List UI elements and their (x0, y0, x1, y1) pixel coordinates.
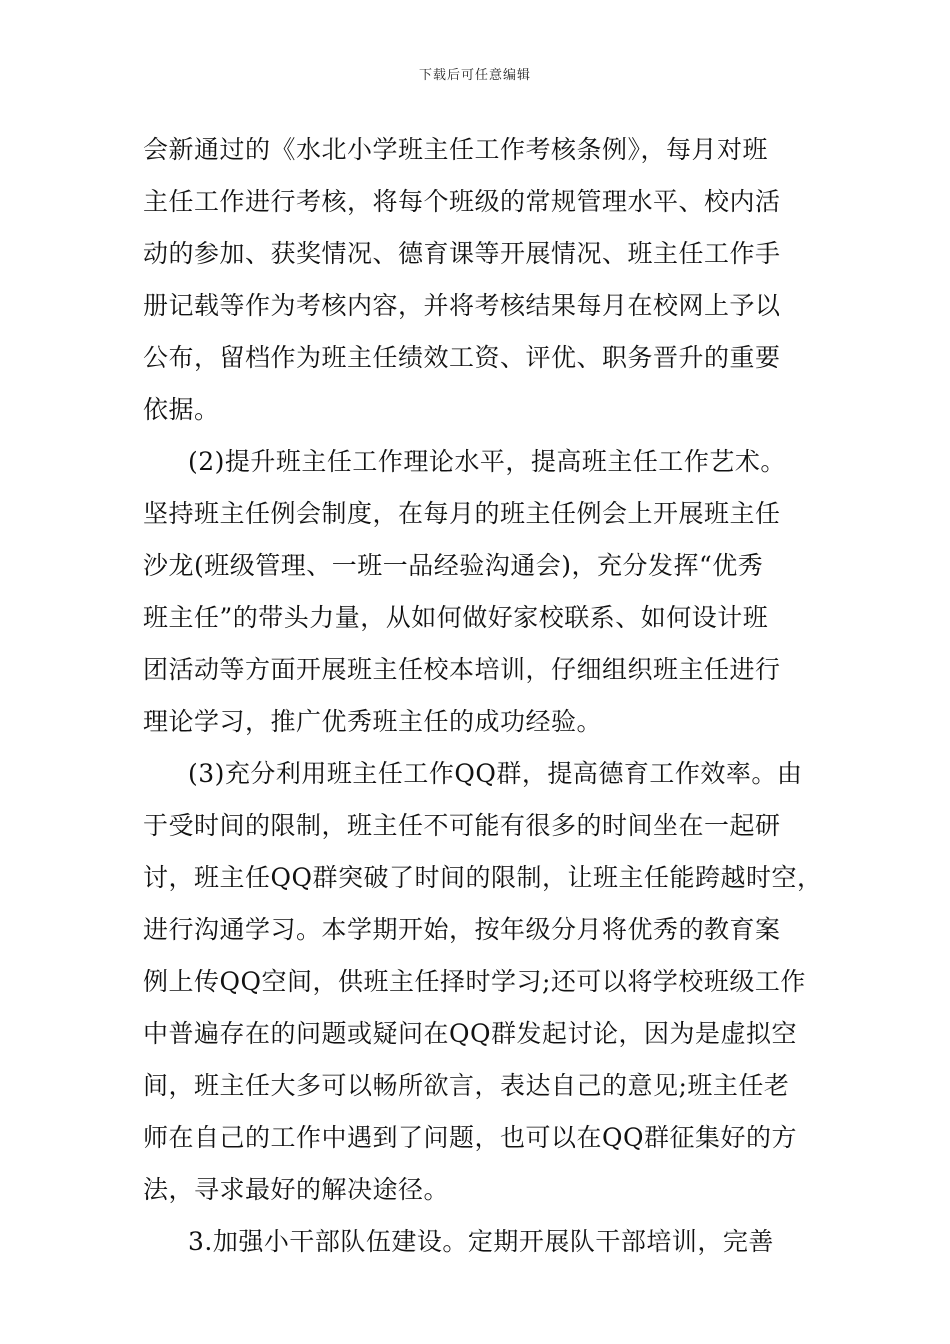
text-line: 讨，班主任QQ群突破了时间的限制，让班主任能跨越时空， (143, 863, 823, 892)
text-line: 沙龙(班级管理、一班一品经验沟通会)，充分发挥“优秀 (143, 551, 764, 580)
paragraph (143, 124, 811, 436)
text-line: 坚持班主任例会制度，在每月的班主任例会上开展班主任 (143, 499, 781, 528)
text-line: (2)提升班主任工作理论水平，提高班主任工作艺术。 (188, 447, 786, 476)
text-line: 师在自己的工作中遇到了问题，也可以在QQ群征集好的方 (143, 1123, 797, 1152)
text-line: 依据。 (143, 395, 220, 424)
paragraph (143, 748, 823, 1216)
text-line: 册记载等作为考核内容，并将考核结果每月在校网上予以 (143, 291, 781, 320)
text-line: 主任工作进行考核，将每个班级的常规管理水平、校内活 (143, 187, 781, 216)
text-line: 班主任”的带头力量，从如何做好家校联系、如何设计班 (143, 603, 769, 632)
text-line: 动的参加、获奖情况、德育课等开展情况、班主任工作手 (143, 239, 781, 268)
page-header: 下载后可任意编辑 (418, 68, 531, 83)
text-line: (3)充分利用班主任工作QQ群，提高德育工作效率。由 (188, 759, 803, 788)
text-line: 于受时间的限制，班主任不可能有很多的时间坐在一起研 (143, 811, 781, 840)
text-line: 理论学习，推广优秀班主任的成功经验。 (143, 707, 603, 736)
text-line: 中普遍存在的问题或疑问在QQ群发起讨论，因为是虚拟空 (143, 1019, 797, 1048)
text-line: 公布，留档作为班主任绩效工资、评优、职务晋升的重要 (143, 343, 781, 372)
text-line: 间，班主任大多可以畅所欲言，表达自己的意见;班主任老 (143, 1071, 790, 1100)
text-line: 会新通过的《水北小学班主任工作考核条例》，每月对班 (143, 135, 769, 164)
text-line: 进行沟通学习。本学期开始，按年级分月将优秀的教育案 (143, 915, 781, 944)
text-line: 法，寻求最好的解决途径。 (143, 1175, 450, 1204)
document-body (143, 124, 823, 1268)
paragraph (143, 436, 811, 748)
text-line: 3.加强小干部队伍建设。定期开展队干部培训，完善 (188, 1227, 774, 1256)
text-line: 团活动等方面开展班主任校本培训，仔细组织班主任进行 (143, 655, 781, 684)
paragraph (143, 1216, 811, 1268)
text-line: 例上传QQ空间，供班主任择时学习;还可以将学校班级工作 (143, 967, 806, 996)
